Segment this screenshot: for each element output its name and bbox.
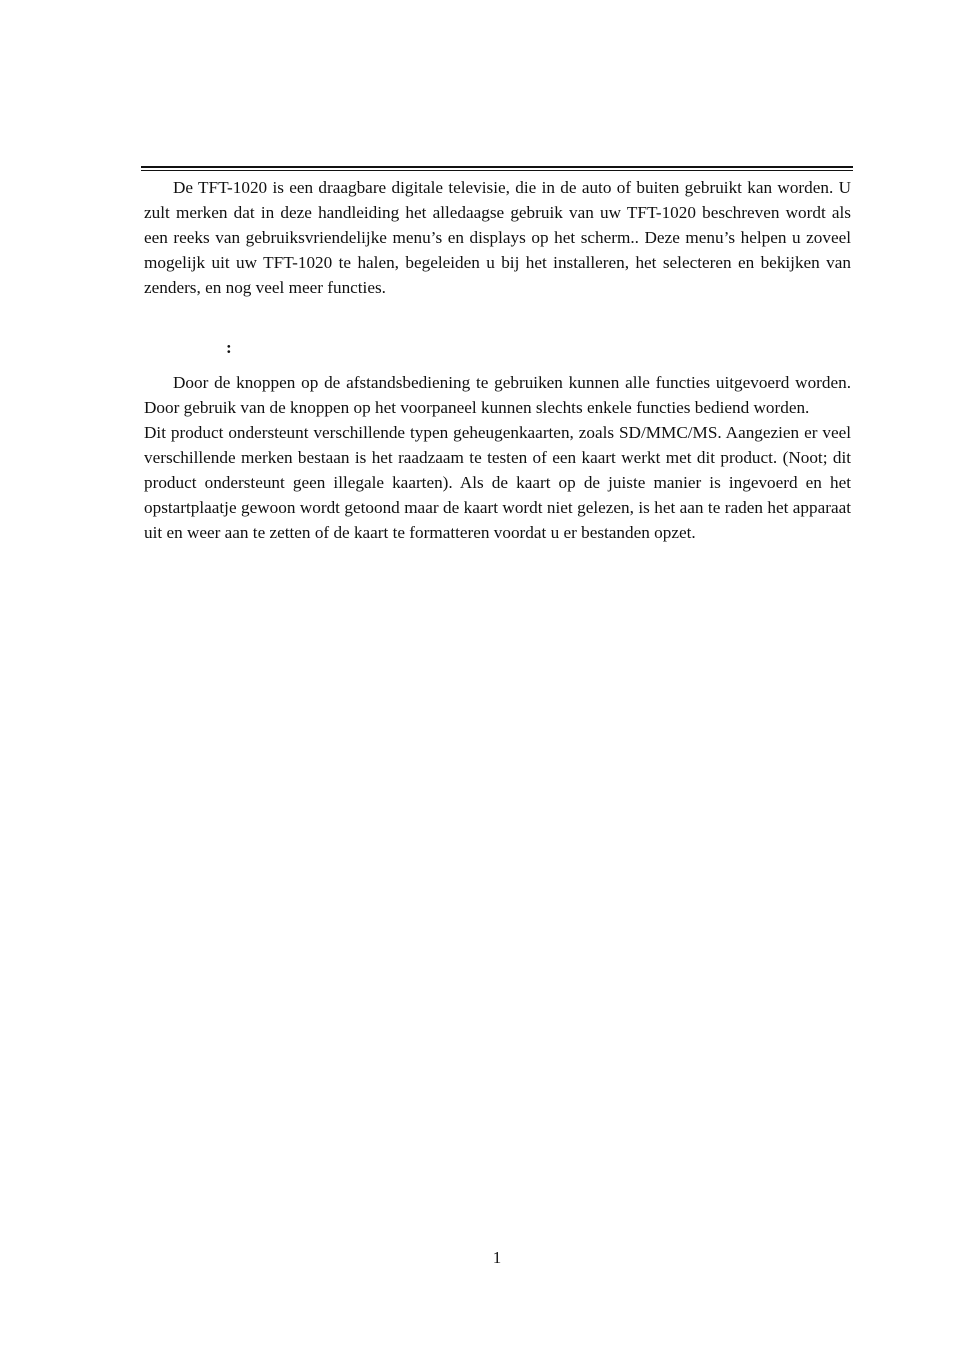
intro-paragraph: De TFT-1020 is een draagbare digitale televisie, die in de auto of buiten gebruikt kan worden. U zult merken dat in deze handleiding het alledaagse gebruik van uw TFT-1020 beschreven wordt als een reeks van gebruiksvriendelijke menu’s en displays op het scherm.. Deze menu’s helpen u zoveel mogelijk uit uw TFT-1020 te halen, begeleiden u bij het installeren, het selecteren en bekijken van zenders, en nog veel meer functies.: [144, 178, 851, 297]
document-body: [144, 175, 851, 545]
page-number: 1: [492, 1248, 502, 1267]
section-heading: :: [226, 338, 232, 357]
spacer: [144, 360, 851, 370]
memory-card-paragraph: Dit product ondersteunt verschillende typen geheugenkaarten, zoals SD/MMC/MS. Aangezien er veel verschillende merken bestaan is het raadzaam te testen of een kaart werkt met dit product. (Noot; dit product ondersteunt geen illegale kaarten). Als de kaart op de juiste manier is ingevoerd en het opstartplaatje gewoon wordt getoond maar de kaart wordt niet gelezen, is het aan te raden het apparaat uit en weer aan te zetten of de kaart te formatteren voordat u er bestanden opzet.: [144, 423, 851, 542]
spacer: [144, 300, 851, 335]
header-double-rule: [141, 166, 853, 171]
controls-paragraph: Door de knoppen op de afstandsbediening te gebruiken kunnen alle functies uitgevoerd worden. Door gebruik van de knoppen op het voorpaneel kunnen slechts enkele functies bediend worden.: [144, 373, 851, 417]
